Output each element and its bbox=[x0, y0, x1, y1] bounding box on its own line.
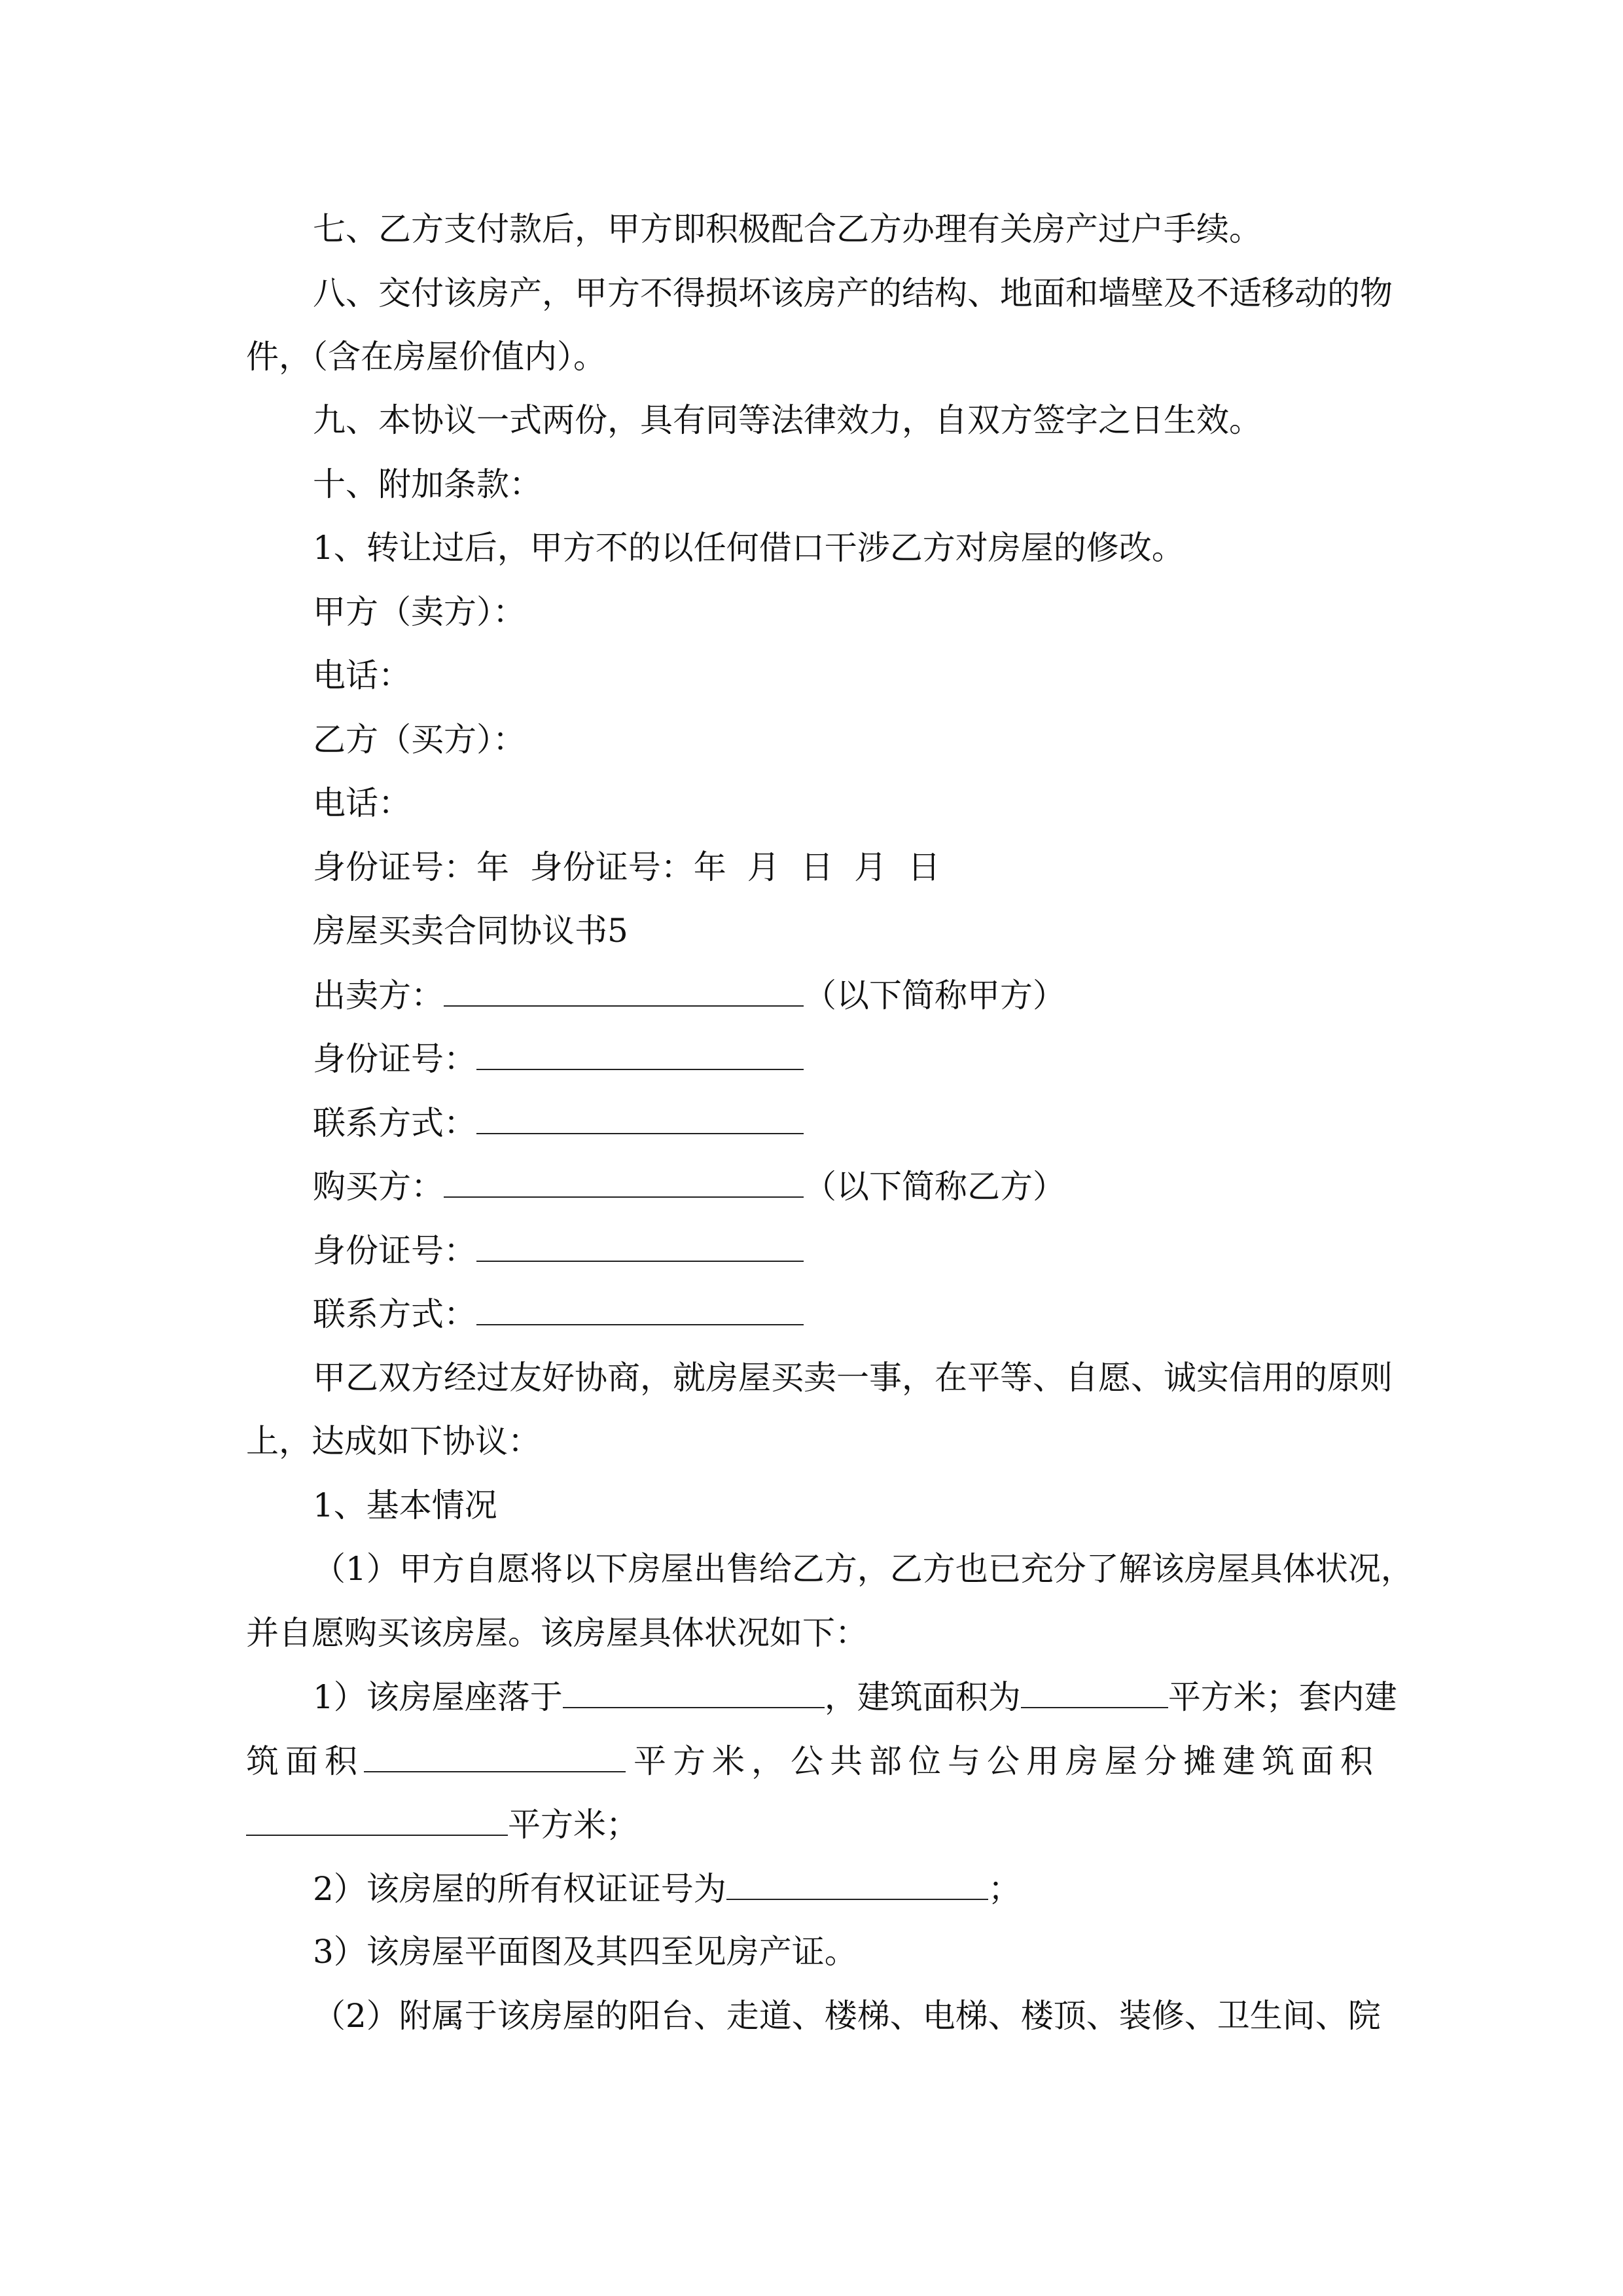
intro-line-2: 上，达成如下协议： bbox=[246, 1422, 541, 1460]
buyer-id-row bbox=[313, 1230, 804, 1270]
area-blank bbox=[1021, 1677, 1168, 1708]
area-unit-label: 平方米；套内建 bbox=[1168, 1678, 1397, 1716]
clause-9: 九、本协议一式两份，具有同等法律效力，自双方签字之日生效。 bbox=[313, 401, 1262, 439]
location-blank bbox=[563, 1677, 825, 1708]
signature-seller: 甲方（卖方）： bbox=[313, 593, 526, 631]
shared-area-label: 平方米，公共部位与公用房屋分摊建筑面积 bbox=[633, 1742, 1380, 1780]
buyer-id-label: 身份证号： bbox=[313, 1232, 476, 1270]
buyer-blank bbox=[444, 1166, 804, 1198]
seller-contact-blank bbox=[476, 1103, 804, 1134]
shared-area-unit: 平方米； bbox=[508, 1806, 639, 1844]
seller-id-row bbox=[313, 1039, 804, 1078]
seller-id-blank bbox=[476, 1039, 804, 1070]
certificate-blank bbox=[726, 1869, 988, 1900]
section-1-heading: 1、基本情况 bbox=[313, 1486, 497, 1524]
section-1-1-line-1: （1）甲方自愿将以下房屋出售给乙方，乙方也已充分了解该房屋具体状况， bbox=[313, 1550, 1414, 1588]
shared-area-row bbox=[246, 1804, 639, 1844]
clause-8-line-2: 件，（含在房屋价值内）。 bbox=[246, 338, 606, 376]
seller-id-label: 身份证号： bbox=[313, 1040, 476, 1078]
clause-10: 十、附加条款： bbox=[313, 465, 542, 503]
seller-contact-row bbox=[313, 1103, 804, 1142]
intro-line-1: 甲乙双方经过友好协商，就房屋买卖一事，在平等、自愿、诚实信用的原则 bbox=[313, 1359, 1393, 1397]
inner-area-label: 筑面积 bbox=[246, 1742, 364, 1780]
inner-area-row bbox=[246, 1741, 1380, 1780]
contract-title-5: 房屋买卖合同协议书5 bbox=[313, 912, 628, 950]
buyer-contact-row bbox=[313, 1294, 804, 1333]
section-1-1-line-2: 并自愿购买该房屋。该房屋具体状况如下： bbox=[246, 1614, 868, 1652]
buyer-label: 购买方： bbox=[313, 1168, 444, 1206]
signature-id-dates: 身份证号：年 身份证号：年 月 日 月 日 bbox=[313, 848, 940, 886]
clause-8-line-1: 八、交付该房产，甲方不得损坏该房产的结构、地面和墙壁及不适移动的物 bbox=[313, 274, 1393, 312]
section-1-2-line-1: （2）附属于该房屋的阳台、走道、楼梯、电梯、楼顶、装修、卫生间、院 bbox=[313, 1997, 1381, 2035]
location-area-row bbox=[313, 1677, 1397, 1716]
buyer-contact-label: 联系方式： bbox=[313, 1295, 476, 1333]
seller-row bbox=[313, 975, 1065, 1014]
clause-10-item-1: 1、转让过后，甲方不的以任何借口干涉乙方对房屋的修改。 bbox=[313, 529, 1185, 567]
floor-plan-note: 3）该房屋平面图及其四至见房产证。 bbox=[313, 1933, 857, 1971]
area-label: ，建筑面积为 bbox=[824, 1678, 1021, 1716]
signature-buyer: 乙方（买方）： bbox=[313, 721, 526, 759]
buyer-id-blank bbox=[476, 1230, 804, 1262]
signature-seller-phone: 电话： bbox=[313, 656, 411, 694]
shared-area-blank bbox=[246, 1804, 508, 1836]
clause-7: 七、乙方支付款后，甲方即积极配合乙方办理有关房产过户手续。 bbox=[313, 210, 1262, 248]
buyer-contact-blank bbox=[476, 1294, 804, 1325]
seller-label: 出卖方： bbox=[313, 977, 444, 1014]
certificate-suffix: ； bbox=[988, 1870, 1021, 1908]
certificate-label: 2）该房屋的所有权证证号为 bbox=[313, 1870, 726, 1908]
seller-contact-label: 联系方式： bbox=[313, 1104, 476, 1142]
signature-buyer-phone: 电话： bbox=[313, 784, 411, 822]
seller-suffix: （以下简称甲方） bbox=[804, 977, 1065, 1014]
buyer-suffix: （以下简称乙方） bbox=[804, 1168, 1065, 1206]
certificate-row bbox=[313, 1869, 1021, 1908]
inner-area-blank bbox=[364, 1741, 626, 1772]
location-label: 1）该房屋座落于 bbox=[313, 1678, 563, 1716]
buyer-row bbox=[313, 1166, 1065, 1206]
seller-blank bbox=[444, 975, 804, 1007]
